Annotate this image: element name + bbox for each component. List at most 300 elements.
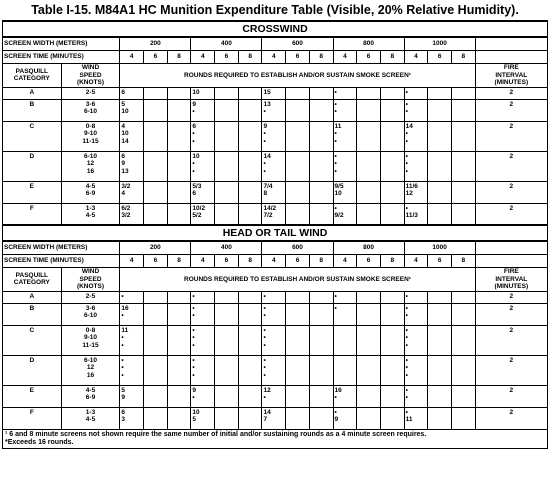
rounds-cell: • 11/3 — [404, 203, 428, 225]
rounds-cell: 16 • — [333, 385, 357, 407]
wind-speed-header: WIND SPEED (KNOTS) — [61, 268, 120, 292]
wind-speed-cell: 0-8 9-10 11-15 — [61, 325, 120, 355]
rounds-cell: • 11 — [404, 407, 428, 429]
pasquill-category-header: PASQUILL CATEGORY — [3, 268, 62, 292]
rounds-cell — [167, 99, 191, 121]
rounds-cell — [286, 99, 310, 121]
rounds-cell — [286, 355, 310, 385]
rounds-cell — [380, 407, 404, 429]
rounds-cell — [357, 407, 381, 429]
rounds-cell — [144, 121, 168, 151]
rounds-cell: 16 • — [120, 303, 144, 325]
rounds-cell: 7/4 8 — [262, 181, 286, 203]
crosswind-section-header — [3, 21, 548, 37]
fire-interval-cell: 2 — [475, 385, 547, 407]
width-1000: 1000 — [404, 241, 475, 255]
screen-time-label: SCREEN TIME (MINUTES) — [3, 51, 120, 64]
crosswind-width-row — [3, 37, 548, 51]
width-800: 800 — [333, 37, 404, 51]
time-8: 8 — [238, 51, 262, 64]
wind-speed-cell: 2-5 — [61, 87, 120, 99]
width-800: 800 — [333, 241, 404, 255]
rounds-cell — [238, 291, 262, 303]
rounds-required-header: ROUNDS REQUIRED TO ESTABLISH AND/OR SUSTAIN SMOKE SCREEN¹ — [120, 64, 475, 88]
rounds-cell — [238, 181, 262, 203]
rounds-cell — [333, 355, 357, 385]
rounds-cell — [451, 151, 475, 181]
rounds-cell — [451, 99, 475, 121]
rounds-cell: • • • — [404, 355, 428, 385]
rounds-cell — [286, 203, 310, 225]
rounds-cell — [215, 325, 239, 355]
rounds-cell: 9 • • — [262, 121, 286, 151]
rounds-cell — [309, 203, 333, 225]
rounds-cell — [428, 303, 452, 325]
rounds-cell — [167, 151, 191, 181]
rounds-cell — [380, 121, 404, 151]
rounds-cell — [286, 151, 310, 181]
time-4: 4 — [191, 51, 215, 64]
rounds-cell: 6 9 13 — [120, 151, 144, 181]
rounds-cell: • • • — [404, 151, 428, 181]
rounds-cell: • • • — [262, 355, 286, 385]
rounds-cell — [309, 121, 333, 151]
rounds-cell — [144, 151, 168, 181]
rounds-cell — [215, 407, 239, 429]
rounds-cell: • • — [333, 99, 357, 121]
rounds-cell: 10 — [191, 87, 215, 99]
crosswind-row-F — [3, 203, 548, 225]
rounds-cell — [428, 121, 452, 151]
crosswind-row-C — [3, 121, 548, 151]
time-6: 6 — [215, 51, 239, 64]
rounds-cell — [167, 407, 191, 429]
category-cell: F — [3, 203, 62, 225]
rounds-cell: • 9 — [333, 407, 357, 429]
headtail-width-row — [3, 241, 548, 255]
rounds-cell — [428, 99, 452, 121]
blank-cell — [475, 51, 547, 64]
category-cell: D — [3, 355, 62, 385]
wind-speed-cell: 1-3 4-5 — [61, 203, 120, 225]
rounds-cell — [451, 303, 475, 325]
rounds-cell: • • • — [262, 325, 286, 355]
headtail-row-E — [3, 385, 548, 407]
rounds-cell — [167, 181, 191, 203]
crosswind-row-A — [3, 87, 548, 99]
blank-cell — [475, 37, 547, 51]
rounds-cell — [309, 291, 333, 303]
crosswind-time-row — [3, 51, 548, 64]
rounds-cell — [451, 407, 475, 429]
footnote-1: ¹ 6 and 8 minute screens not shown require the same number of initial and/or sustaining rounds as a 4 minute screen requires. — [5, 430, 427, 438]
wind-speed-cell: 2-5 — [61, 291, 120, 303]
category-cell: E — [3, 181, 62, 203]
rounds-cell: • • — [404, 385, 428, 407]
wind-speed-cell: 3-6 6-10 — [61, 99, 120, 121]
rounds-cell: • • — [262, 303, 286, 325]
rounds-cell: 3/2 4 — [120, 181, 144, 203]
crosswind-section-title: CROSSWIND — [3, 21, 548, 37]
time-4: 4 — [191, 255, 215, 268]
rounds-cell: • — [333, 303, 357, 325]
rounds-cell: • — [333, 87, 357, 99]
rounds-cell: • • • — [404, 325, 428, 355]
rounds-cell: • 9/2 — [333, 203, 357, 225]
fire-interval-cell: 2 — [475, 355, 547, 385]
category-cell: B — [3, 303, 62, 325]
rounds-cell — [167, 355, 191, 385]
rounds-cell — [428, 181, 452, 203]
rounds-cell — [167, 291, 191, 303]
rounds-cell — [357, 121, 381, 151]
rounds-cell: 4 10 14 — [120, 121, 144, 151]
width-600: 600 — [262, 241, 333, 255]
width-200: 200 — [120, 37, 191, 51]
rounds-cell — [380, 303, 404, 325]
fire-interval-cell: 2 — [475, 291, 547, 303]
rounds-cell — [428, 87, 452, 99]
rounds-cell — [380, 151, 404, 181]
rounds-cell — [144, 325, 168, 355]
fire-interval-cell: 2 — [475, 303, 547, 325]
headtail-row-C — [3, 325, 548, 355]
rounds-cell: 9/5 10 — [333, 181, 357, 203]
rounds-cell — [286, 325, 310, 355]
rounds-cell — [380, 87, 404, 99]
rounds-cell — [309, 355, 333, 385]
rounds-cell: 11 • • — [120, 325, 144, 355]
fire-interval-cell: 2 — [475, 121, 547, 151]
rounds-cell — [238, 385, 262, 407]
rounds-cell — [451, 291, 475, 303]
rounds-cell — [286, 87, 310, 99]
rounds-cell: 6 — [120, 87, 144, 99]
category-cell: E — [3, 385, 62, 407]
time-4: 4 — [120, 51, 144, 64]
rounds-cell — [144, 181, 168, 203]
headtail-row-F — [3, 407, 548, 429]
rounds-cell — [357, 385, 381, 407]
rounds-cell — [238, 407, 262, 429]
rounds-cell — [286, 121, 310, 151]
rounds-cell — [309, 87, 333, 99]
rounds-required-header: ROUNDS REQUIRED TO ESTABLISH AND/OR SUSTAIN SMOKE SCREEN¹ — [120, 268, 475, 292]
rounds-cell — [167, 87, 191, 99]
rounds-cell — [215, 385, 239, 407]
time-4: 4 — [262, 51, 286, 64]
fire-interval-header: FIRE INTERVAL (MINUTES) — [475, 268, 547, 292]
fire-interval-cell: 2 — [475, 407, 547, 429]
rounds-cell: 6 • • — [191, 121, 215, 151]
rounds-cell: • — [404, 87, 428, 99]
expenditure-table — [2, 20, 548, 449]
rounds-cell — [380, 355, 404, 385]
rounds-cell — [428, 385, 452, 407]
rounds-cell — [380, 385, 404, 407]
width-200: 200 — [120, 241, 191, 255]
rounds-cell — [451, 181, 475, 203]
time-6: 6 — [286, 51, 310, 64]
rounds-cell — [238, 151, 262, 181]
rounds-cell: 10/2 5/2 — [191, 203, 215, 225]
headtail-row-D — [3, 355, 548, 385]
category-cell: B — [3, 99, 62, 121]
rounds-cell — [286, 181, 310, 203]
wind-speed-cell: 4-5 6-9 — [61, 385, 120, 407]
rounds-cell: • • • — [191, 325, 215, 355]
rounds-cell — [144, 99, 168, 121]
wind-speed-cell: 6-10 12 16 — [61, 355, 120, 385]
rounds-cell: 14 • • — [404, 121, 428, 151]
rounds-cell — [238, 121, 262, 151]
rounds-cell — [167, 121, 191, 151]
fire-interval-cell: 2 — [475, 181, 547, 203]
rounds-cell — [167, 303, 191, 325]
rounds-cell — [215, 87, 239, 99]
screen-width-label: SCREEN WIDTH (METERS) — [3, 37, 120, 51]
rounds-cell: • — [191, 291, 215, 303]
rounds-cell — [238, 203, 262, 225]
time-4: 4 — [404, 51, 428, 64]
crosswind-row-E — [3, 181, 548, 203]
footnotes — [3, 429, 548, 448]
rounds-cell — [286, 407, 310, 429]
headtail-time-row — [3, 255, 548, 268]
rounds-cell — [428, 325, 452, 355]
rounds-cell — [144, 87, 168, 99]
rounds-cell — [428, 407, 452, 429]
footnote-row — [3, 429, 548, 448]
rounds-cell — [428, 291, 452, 303]
time-8: 8 — [380, 51, 404, 64]
rounds-cell: 11/6 12 — [404, 181, 428, 203]
crosswind-row-B — [3, 99, 548, 121]
crosswind-column-header-row — [3, 64, 548, 88]
rounds-cell — [144, 291, 168, 303]
rounds-cell — [215, 151, 239, 181]
rounds-cell — [380, 203, 404, 225]
rounds-cell — [428, 355, 452, 385]
screen-time-label: SCREEN TIME (MINUTES) — [3, 255, 120, 268]
rounds-cell — [167, 385, 191, 407]
fire-interval-header: FIRE INTERVAL (MINUTES) — [475, 64, 547, 88]
time-4: 4 — [404, 255, 428, 268]
time-4: 4 — [120, 255, 144, 268]
rounds-cell: • • • — [120, 355, 144, 385]
rounds-cell: 6 3 — [120, 407, 144, 429]
fire-interval-cell: 2 — [475, 87, 547, 99]
headtail-column-header-row — [3, 268, 548, 292]
time-8: 8 — [238, 255, 262, 268]
time-8: 8 — [167, 255, 191, 268]
rounds-cell — [357, 325, 381, 355]
time-4: 4 — [333, 51, 357, 64]
rounds-cell — [238, 355, 262, 385]
pasquill-category-header: PASQUILL CATEGORY — [3, 64, 62, 88]
rounds-cell — [167, 325, 191, 355]
rounds-cell — [238, 87, 262, 99]
rounds-cell — [357, 303, 381, 325]
rounds-cell — [357, 181, 381, 203]
rounds-cell — [357, 99, 381, 121]
rounds-cell: 9 • — [191, 99, 215, 121]
rounds-cell — [144, 303, 168, 325]
wind-speed-cell: 3-6 6-10 — [61, 303, 120, 325]
rounds-cell — [309, 151, 333, 181]
rounds-cell — [357, 203, 381, 225]
wind-speed-cell: 1-3 4-5 — [61, 407, 120, 429]
rounds-cell: 13 • — [262, 99, 286, 121]
rounds-cell: 11 • • — [333, 121, 357, 151]
time-6: 6 — [357, 255, 381, 268]
time-6: 6 — [428, 51, 452, 64]
fire-interval-cell: 2 — [475, 203, 547, 225]
rounds-cell — [380, 291, 404, 303]
rounds-cell — [215, 203, 239, 225]
rounds-cell — [451, 355, 475, 385]
rounds-cell: • — [404, 291, 428, 303]
rounds-cell — [333, 325, 357, 355]
rounds-cell: 9 • — [191, 385, 215, 407]
time-6: 6 — [428, 255, 452, 268]
fire-interval-cell: 2 — [475, 151, 547, 181]
rounds-cell — [286, 291, 310, 303]
rounds-cell — [309, 99, 333, 121]
rounds-cell — [238, 99, 262, 121]
time-8: 8 — [451, 51, 475, 64]
rounds-cell — [357, 87, 381, 99]
rounds-cell — [215, 121, 239, 151]
rounds-cell: • — [262, 291, 286, 303]
rounds-cell: • — [120, 291, 144, 303]
crosswind-row-D — [3, 151, 548, 181]
rounds-cell — [144, 385, 168, 407]
rounds-cell — [428, 151, 452, 181]
time-4: 4 — [333, 255, 357, 268]
time-8: 8 — [451, 255, 475, 268]
category-cell: D — [3, 151, 62, 181]
rounds-cell — [215, 291, 239, 303]
rounds-cell — [357, 291, 381, 303]
rounds-cell — [215, 355, 239, 385]
rounds-cell: • — [333, 291, 357, 303]
rounds-cell — [357, 355, 381, 385]
rounds-cell: 14 • • — [262, 151, 286, 181]
rounds-cell — [215, 181, 239, 203]
rounds-cell — [238, 303, 262, 325]
time-8: 8 — [380, 255, 404, 268]
rounds-cell: • • — [191, 303, 215, 325]
rounds-cell: 14 7 — [262, 407, 286, 429]
rounds-cell — [215, 303, 239, 325]
time-8: 8 — [167, 51, 191, 64]
blank-cell — [475, 241, 547, 255]
headtail-section-title: HEAD OR TAIL WIND — [3, 225, 548, 241]
width-400: 400 — [191, 37, 262, 51]
time-6: 6 — [144, 255, 168, 268]
rounds-cell: 10 • • — [191, 151, 215, 181]
rounds-cell — [357, 151, 381, 181]
rounds-cell — [309, 181, 333, 203]
table-title: Table I-15. M84A1 HC Munition Expenditure Table (Visible, 20% Relative Humidity). — [31, 3, 519, 17]
width-400: 400 — [191, 241, 262, 255]
rounds-cell — [380, 99, 404, 121]
screen-width-label: SCREEN WIDTH (METERS) — [3, 241, 120, 255]
rounds-cell: 15 — [262, 87, 286, 99]
time-6: 6 — [357, 51, 381, 64]
rounds-cell: • • — [404, 99, 428, 121]
rounds-cell — [215, 99, 239, 121]
rounds-cell: 5 10 — [120, 99, 144, 121]
rounds-cell: 6/2 3/2 — [120, 203, 144, 225]
rounds-cell: 14/2 7/2 — [262, 203, 286, 225]
time-6: 6 — [144, 51, 168, 64]
footnote-2: *Exceeds 16 rounds. — [5, 438, 74, 446]
rounds-cell — [309, 325, 333, 355]
rounds-cell — [380, 325, 404, 355]
wind-speed-cell: 4-5 6-9 — [61, 181, 120, 203]
rounds-cell — [286, 303, 310, 325]
rounds-cell — [428, 203, 452, 225]
rounds-cell: 10 5 — [191, 407, 215, 429]
rounds-cell — [309, 407, 333, 429]
time-6: 6 — [215, 255, 239, 268]
fire-interval-cell: 2 — [475, 99, 547, 121]
blank-cell — [475, 255, 547, 268]
category-cell: A — [3, 87, 62, 99]
wind-speed-header: WIND SPEED (KNOTS) — [61, 64, 120, 88]
time-8: 8 — [309, 255, 333, 268]
rounds-cell: • • • — [333, 151, 357, 181]
rounds-cell: 12 • — [262, 385, 286, 407]
rounds-cell — [144, 203, 168, 225]
rounds-cell — [451, 121, 475, 151]
headtail-section-header — [3, 225, 548, 241]
category-cell: C — [3, 121, 62, 151]
time-8: 8 — [309, 51, 333, 64]
rounds-cell — [451, 385, 475, 407]
rounds-cell — [286, 385, 310, 407]
rounds-cell — [309, 303, 333, 325]
rounds-cell — [451, 87, 475, 99]
rounds-cell — [144, 355, 168, 385]
fire-interval-cell: 2 — [475, 325, 547, 355]
category-cell: C — [3, 325, 62, 355]
wind-speed-cell: 0-8 9-10 11-15 — [61, 121, 120, 151]
time-4: 4 — [262, 255, 286, 268]
headtail-row-B — [3, 303, 548, 325]
rounds-cell: • • — [404, 303, 428, 325]
rounds-cell — [144, 407, 168, 429]
wind-speed-cell: 6-10 12 16 — [61, 151, 120, 181]
rounds-cell — [451, 325, 475, 355]
rounds-cell — [309, 385, 333, 407]
rounds-cell — [167, 203, 191, 225]
rounds-cell — [238, 325, 262, 355]
width-600: 600 — [262, 37, 333, 51]
time-6: 6 — [286, 255, 310, 268]
rounds-cell — [380, 181, 404, 203]
rounds-cell — [451, 203, 475, 225]
rounds-cell: 5 9 — [120, 385, 144, 407]
width-1000: 1000 — [404, 37, 475, 51]
rounds-cell: 5/3 6 — [191, 181, 215, 203]
category-cell: A — [3, 291, 62, 303]
headtail-row-A — [3, 291, 548, 303]
table-body — [3, 21, 548, 448]
category-cell: F — [3, 407, 62, 429]
